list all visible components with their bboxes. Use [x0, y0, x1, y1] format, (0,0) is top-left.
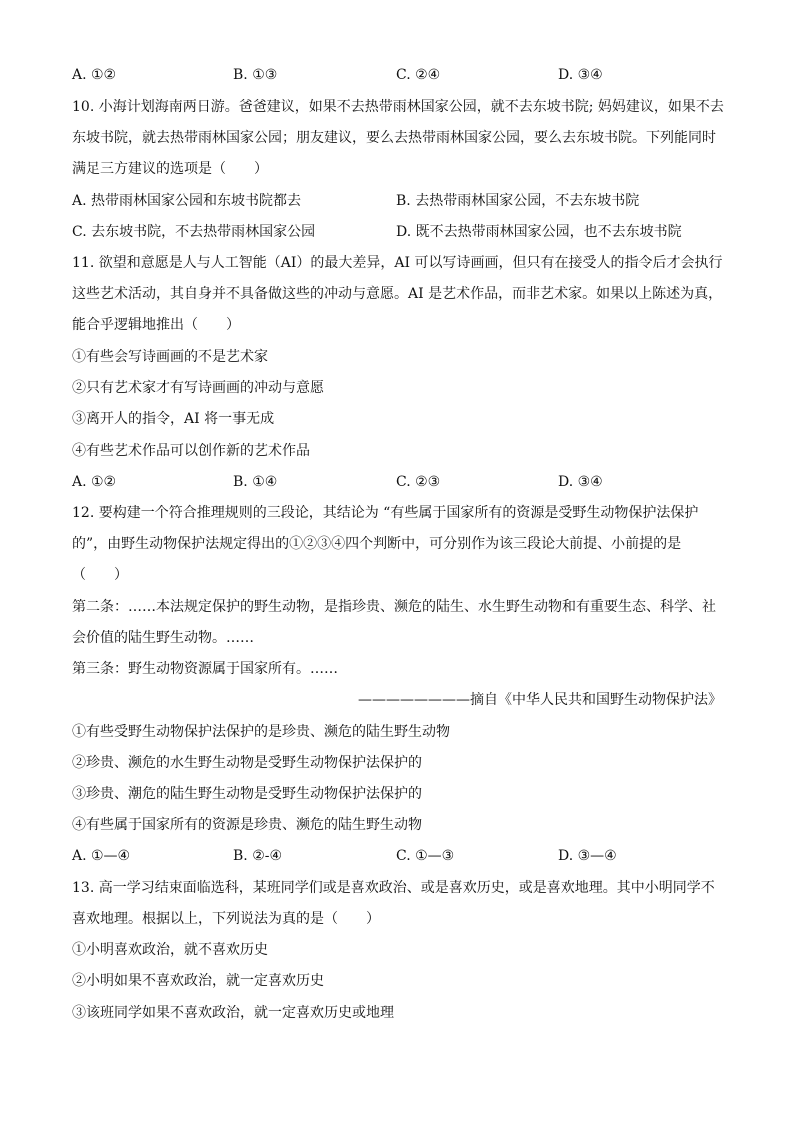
- q12-source-citation: ————————摘自《中华人民共和国野生动物保护法》: [358, 692, 722, 708]
- q11-stem-line: 能合乎逻辑地推出（ ）: [72, 317, 240, 333]
- q13-statement: ①小明喜欢政治，就不喜欢历史: [72, 942, 268, 958]
- q9-option-a[interactable]: A. ①②: [72, 67, 117, 83]
- q12-option-c[interactable]: C. ①—③: [396, 848, 455, 864]
- q9-option-b[interactable]: B. ①③: [233, 67, 278, 83]
- q12-stem-line: （ ）: [72, 567, 128, 583]
- q11-statement: ③离开人的指令，AI 将一事无成: [72, 411, 275, 427]
- q10-option-b[interactable]: B. 去热带雨林国家公园，不去东坡书院: [396, 193, 640, 209]
- q13-statement: ③该班同学如果不喜欢政治，就一定喜欢历史或地理: [72, 1005, 394, 1021]
- q10-stem-line: 10. 小海计划海南两日游。爸爸建议，如果不去热带雨林国家公园，就不去东坡书院; 妈妈建议，如果不去: [72, 99, 724, 115]
- q11-stem-line: 11. 欲望和意愿是人与人工智能（AI）的最大差异，AI 可以写诗画画，但只有在接受人的指令后才会执行: [72, 255, 723, 271]
- q13-statement: ②小明如果不喜欢政治，就一定喜欢历史: [72, 973, 324, 989]
- q12-option-d[interactable]: D. ③—④: [558, 848, 617, 864]
- q10-option-d[interactable]: D. 既不去热带雨林国家公园，也不去东坡书院: [396, 224, 682, 240]
- q10-option-a[interactable]: A. 热带雨林国家公园和东坡书院都去: [72, 193, 302, 209]
- q12-stem-line: 12. 要构建一个符合推理规则的三段论，其结论为 “有些属于国家所有的资源是受野生动物保护法保护: [72, 505, 699, 521]
- q12-stem-line: 的”，由野生动物保护法规定得出的①②③④四个判断中，可分别作为该三段论大前提、小前提的是: [72, 536, 682, 552]
- q11-option-d[interactable]: D. ③④: [558, 474, 603, 490]
- q12-law-excerpt: 会价值的陆生野生动物。……: [72, 630, 254, 646]
- q11-statement: ④有些艺术作品可以创作新的艺术作品: [72, 443, 310, 459]
- q11-statement: ②只有艺术家才有写诗画画的冲动与意愿: [72, 380, 324, 396]
- q12-statement: ②珍贵、濒危的水生野生动物是受野生动物保护法保护的: [72, 755, 422, 771]
- q11-option-a[interactable]: A. ①②: [72, 474, 117, 490]
- q10-option-c[interactable]: C. 去东坡书院，不去热带雨林国家公园: [72, 224, 316, 240]
- q12-law-excerpt: 第三条：野生动物资源属于国家所有。……: [72, 661, 338, 677]
- q10-stem-line: 满足三方建议的选项是（ ）: [72, 161, 268, 177]
- q12-statement: ③珍贵、潮危的陆生野生动物是受野生动物保护法保护的: [72, 786, 422, 802]
- q13-stem-line: 喜欢地理。根据以上，下列说法为真的是（ ）: [72, 911, 380, 927]
- q12-law-excerpt: 第二条：……本法规定保护的野生动物，是指珍贵、濒危的陆生、水生野生动物和有重要生态、科学、社: [72, 599, 716, 615]
- q10-stem-line: 东坡书院，就去热带雨林国家公园；朋友建议，要么去热带雨林国家公园，要么去东坡书院。下列能同时: [72, 130, 716, 146]
- q11-stem-line: 这些艺术活动，其自身并不具备做这些的冲动与意愿。AI 是艺术作品，而非艺术家。如果以上陈述为真，: [72, 286, 723, 302]
- q11-option-c[interactable]: C. ②③: [396, 474, 441, 490]
- q11-statement: ①有些会写诗画画的不是艺术家: [72, 349, 268, 365]
- q9-option-d[interactable]: D. ③④: [558, 67, 603, 83]
- q12-statement: ④有些属于国家所有的资源是珍贵、濒危的陆生野生动物: [72, 817, 422, 833]
- q11-option-b[interactable]: B. ①④: [233, 474, 278, 490]
- q13-stem-line: 13. 高一学习结束面临选科，某班同学们或是喜欢政治、或是喜欢历史，或是喜欢地理。其中小明同学不: [72, 880, 715, 896]
- q9-option-c[interactable]: C. ②④: [396, 67, 441, 83]
- q12-option-b[interactable]: B. ②-④: [233, 848, 283, 864]
- q12-statement: ①有些受野生动物保护法保护的是珍贵、濒危的陆生野生动物: [72, 724, 450, 740]
- q12-option-a[interactable]: A. ①—④: [72, 848, 131, 864]
